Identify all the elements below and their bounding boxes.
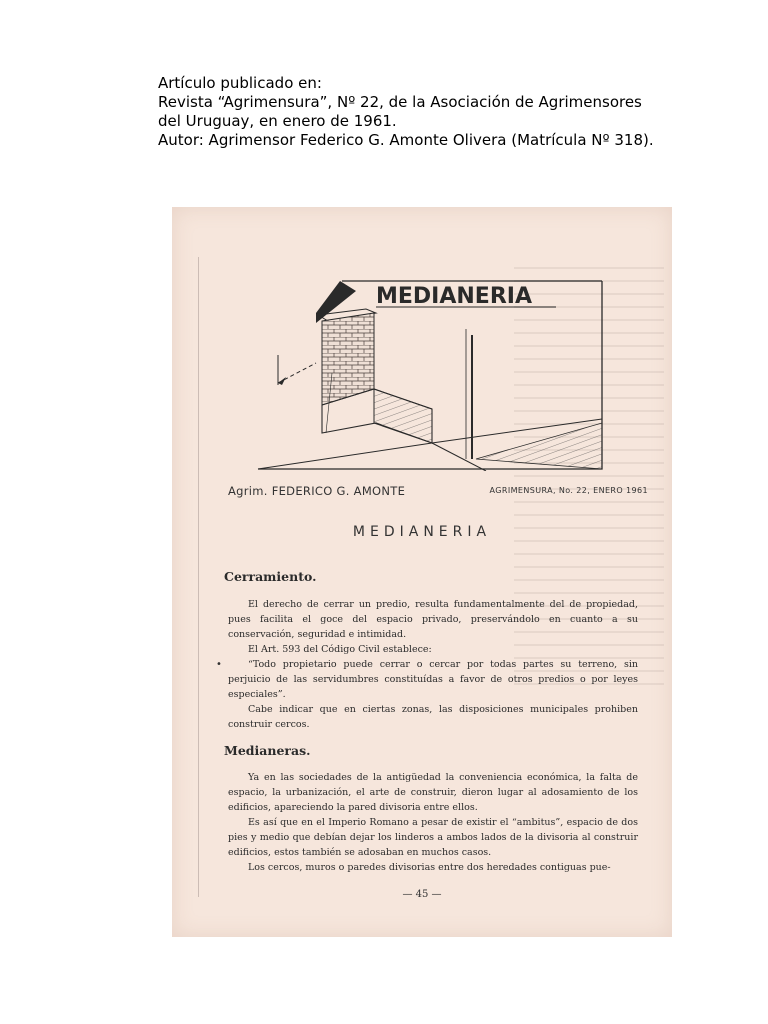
publication-caption xyxy=(158,74,718,150)
paragraph: El derecho de cerrar un predio, resulta fundamentalmente del de propiedad, pues facilita el goce del espacio privado, preservándolo en cuanto a su conservación, seguridad e intimidad. xyxy=(228,599,638,640)
medianeria-illustration xyxy=(256,273,606,471)
caption-line: Autor: Agrimensor Federico G. Amonte Olivera (Matrícula Nº 318). xyxy=(158,131,654,149)
paragraph: Es así que en el Imperio Romano a pesar de existir el “ambitus”, espacio de dos pies y medio que debían dejar los linderos a ambos lados de la divisoria al construir edificios, estos también se adosaban en muchos casos. xyxy=(228,817,638,858)
banner-title: MEDIANERIA xyxy=(376,284,532,309)
article-title: MEDIANERIA xyxy=(352,524,492,540)
section-body xyxy=(228,770,638,875)
section-heading: Cerramiento. xyxy=(224,569,317,584)
source-reference: AGRIMENSURA, No. 22, ENERO 1961 xyxy=(489,486,648,495)
caption-line: del Uruguay, en enero de 1961. xyxy=(158,112,397,130)
paragraph: “Todo propietario puede cerrar o cercar por todas partes su terreno, sin perjuicio de las servidumbres constituídas a favor de otros predios o por leyes especiales”. xyxy=(228,659,638,700)
margin-line xyxy=(198,257,199,897)
section-heading: Medianeras. xyxy=(224,743,311,758)
margin-mark: • xyxy=(216,659,222,670)
caption-line: Artículo publicado en: xyxy=(158,74,322,92)
author-name: Agrim. FEDERICO G. AMONTE xyxy=(228,484,406,498)
ground-hatch xyxy=(476,423,602,469)
section-body xyxy=(228,597,638,732)
paragraph: Ya en las sociedades de la antigüedad la conveniencia económica, la falta de espacio, la urbanización, el arte de construir, dieron lugar al adosamiento de los edificios, apareciendo la pared divisoria entre ellos. xyxy=(228,772,638,813)
paragraph: El Art. 593 del Código Civil establece: xyxy=(248,644,432,655)
byline xyxy=(228,484,648,500)
paragraph: Cabe indicar que en ciertas zonas, las disposiciones municipales prohiben construir cercos. xyxy=(228,704,638,730)
paragraph: Los cercos, muros o paredes divisorias entre dos heredades contiguas pue- xyxy=(248,862,611,873)
scanned-page xyxy=(172,207,672,937)
caption-line: Revista “Agrimensura”, Nº 22, de la Asociación de Agrimensores xyxy=(158,93,642,111)
page-number: — 45 — xyxy=(402,889,442,900)
